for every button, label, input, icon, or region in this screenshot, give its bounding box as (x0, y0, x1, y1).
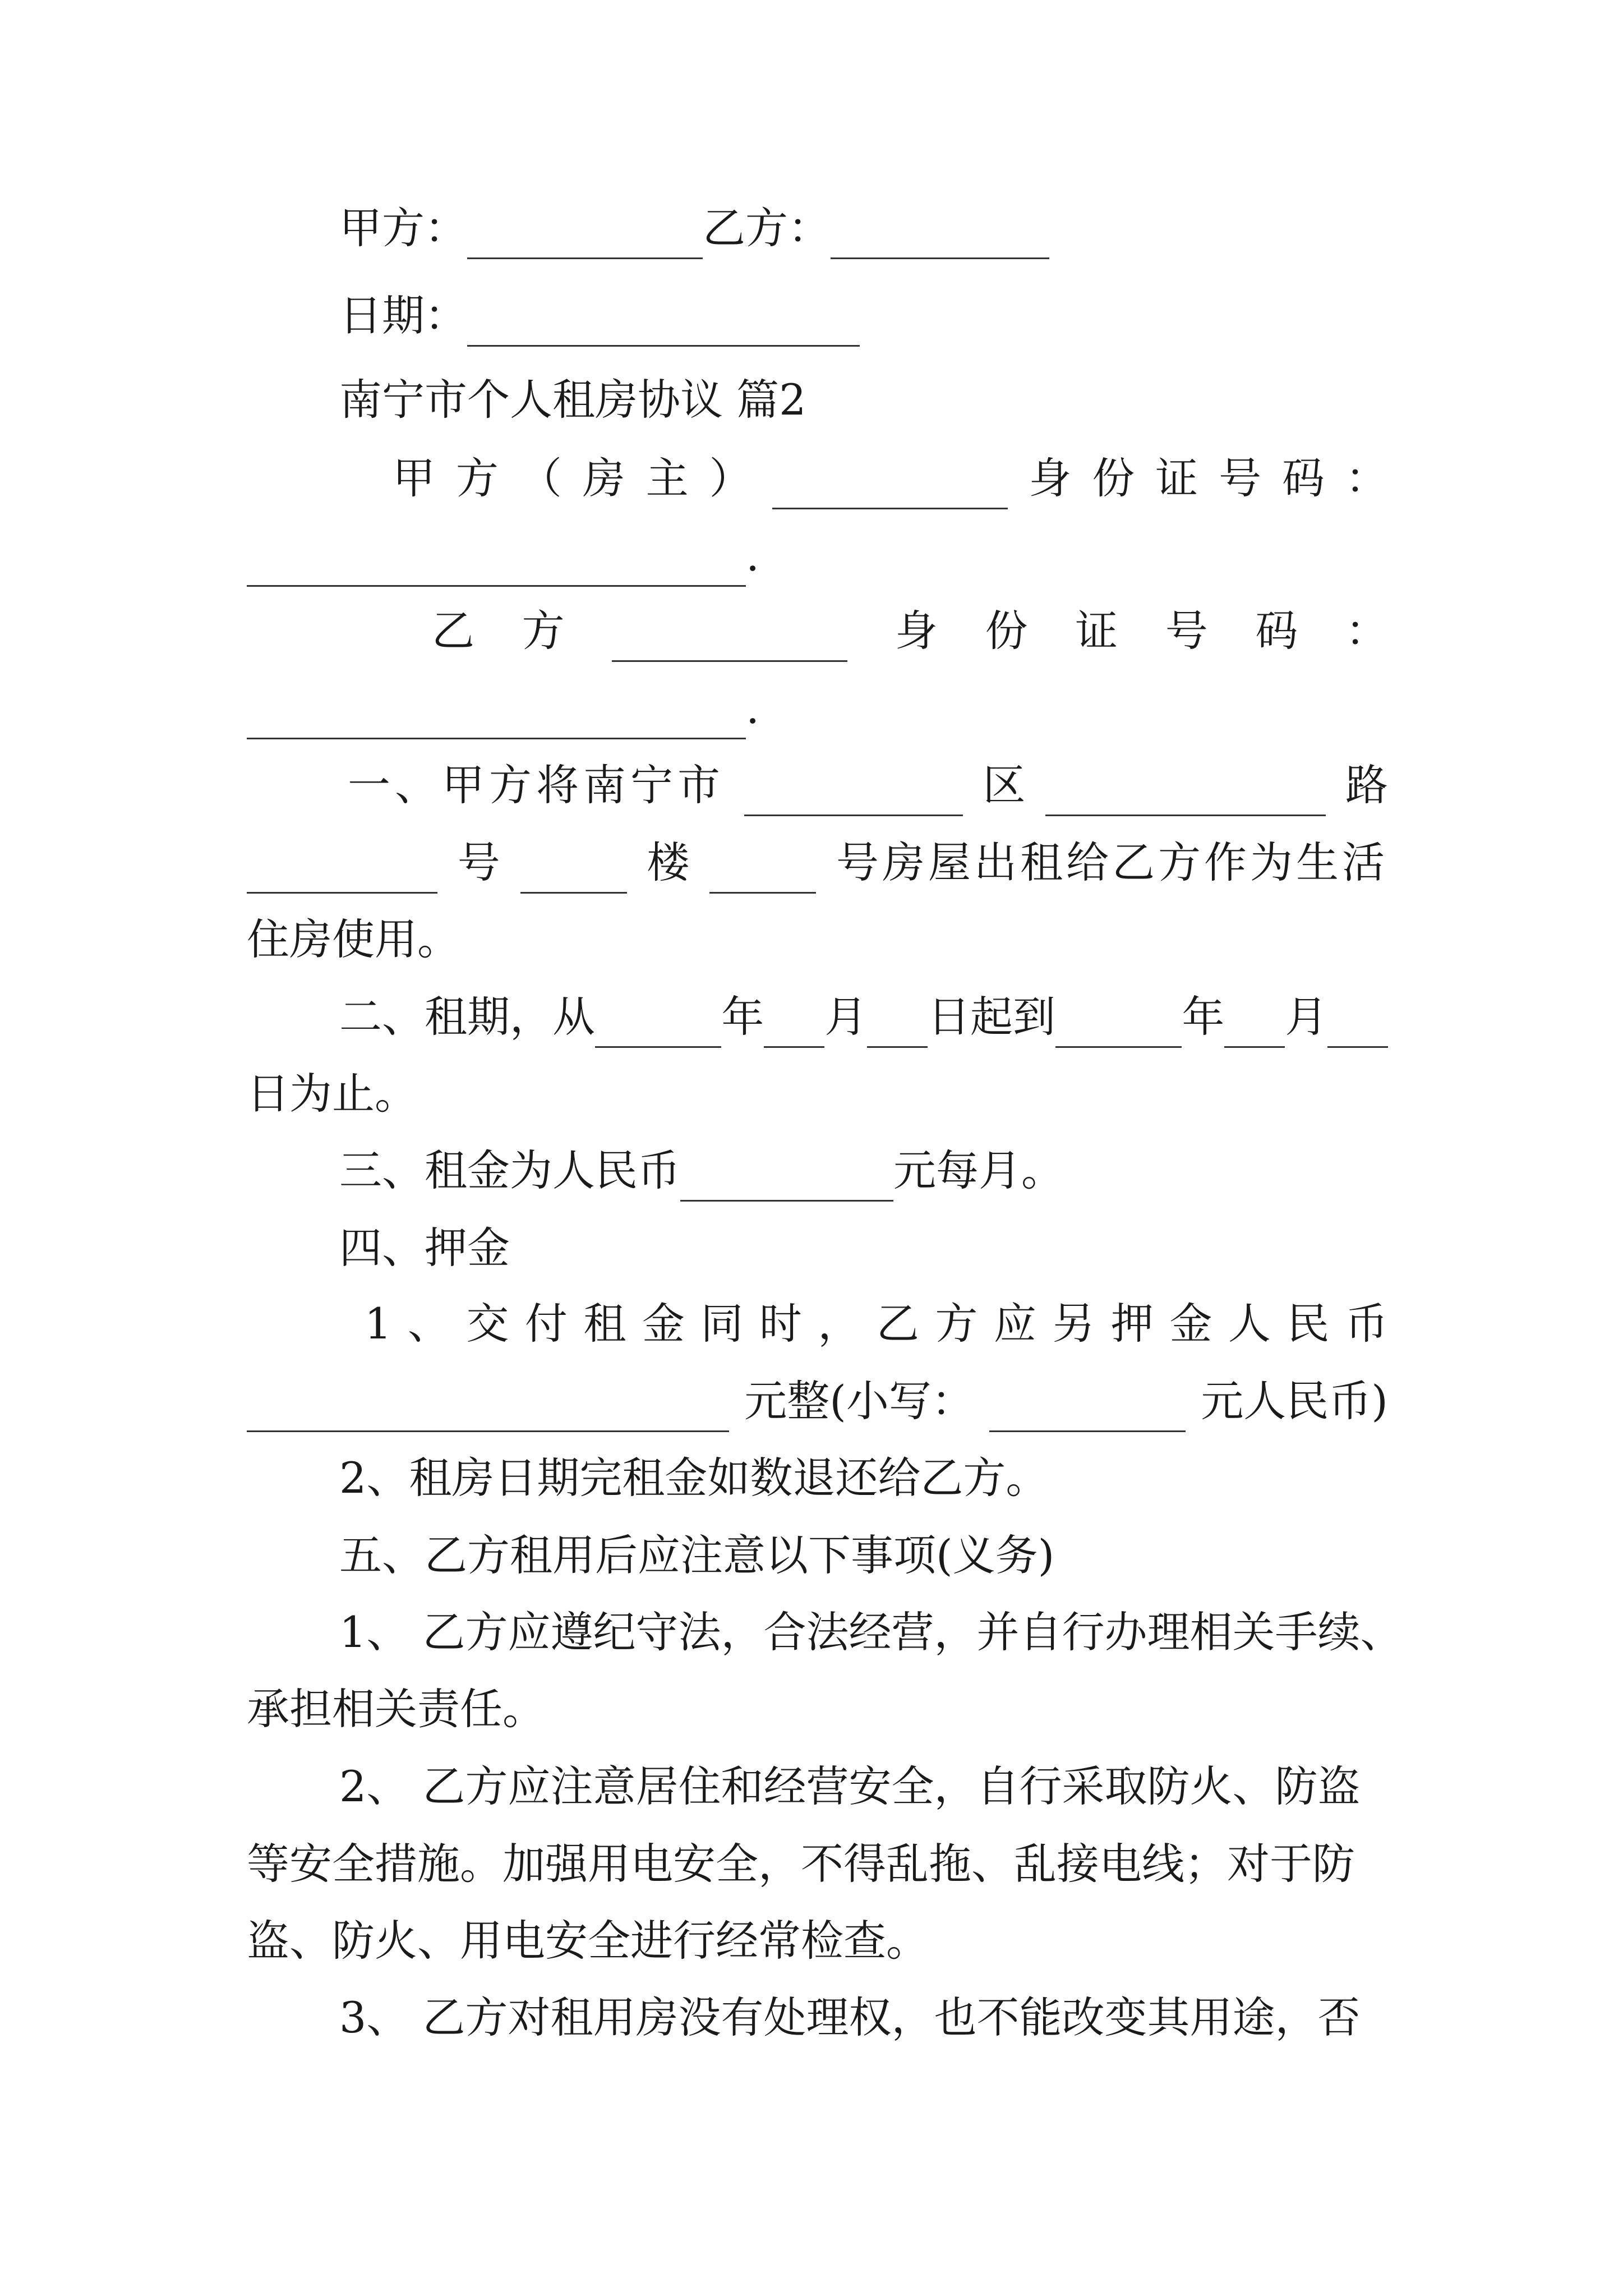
clause-5-item-1-line-1: 1、 乙方应遵纪守法，合法经营，并自行办理相关手续、 (339, 1607, 1403, 1657)
clause-5-item-2-line-2: 等安全措施。加强用电安全，不得乱拖、乱接电线；对于防 (247, 1839, 1355, 1889)
clause-char: 币 (1345, 1299, 1388, 1349)
start-day-blank (867, 1002, 928, 1048)
id-number-char: 号 (1165, 606, 1208, 656)
id-number-char: 身 (1029, 453, 1072, 503)
period-mark: . (746, 531, 760, 581)
party-a-id-blank (247, 541, 746, 587)
id-number-char: ： (1345, 606, 1388, 656)
clause-text: 一、甲方将南宁市 (348, 760, 725, 810)
deposit-amount-blank (247, 1387, 729, 1432)
party-a-char: 房 (582, 453, 625, 503)
clause-char: ， (818, 1299, 861, 1349)
id-number-char: 码 (1281, 453, 1325, 503)
party-a-name-blank (772, 464, 1008, 509)
id-number-char: 身 (895, 606, 938, 656)
clause-text: 路 (1345, 760, 1388, 810)
clause-1-line-1 (348, 754, 1388, 816)
id-number-char: 份 (1092, 453, 1135, 503)
party-b-signature-blank (831, 214, 1049, 259)
clause-char: 方 (935, 1299, 978, 1349)
clause-char: 交 (466, 1299, 509, 1349)
clause-text: 年 (721, 992, 764, 1042)
room-blank (709, 848, 816, 894)
clause-text: 区 (983, 760, 1026, 810)
period-mark: . (746, 683, 760, 733)
clause-text: 楼 (647, 838, 690, 887)
party-b-id-line (247, 678, 759, 739)
clause-char: 应 (993, 1299, 1036, 1349)
party-a-signature-blank (467, 214, 703, 259)
clause-char: 民 (1287, 1299, 1330, 1349)
party-b-name-blank (612, 616, 847, 662)
clause-text: 月 (1285, 992, 1328, 1042)
id-number-char: ： (1345, 453, 1388, 503)
party-a-id-line (247, 525, 759, 587)
clause-2-line-2: 日为止。 (247, 1069, 417, 1119)
party-b-char: 乙 (432, 606, 474, 656)
party-a-line (393, 448, 1388, 509)
clause-4-heading: 四、押金 (339, 1223, 510, 1273)
party-b-label: 乙方： (703, 203, 831, 253)
date-label: 日期： (339, 291, 467, 341)
end-month-blank (1224, 1002, 1285, 1048)
signature-parties-line (339, 197, 1049, 259)
deposit-lowercase-blank (989, 1387, 1186, 1432)
clause-char: 乙 (876, 1299, 919, 1349)
clause-2-line-1 (339, 986, 1388, 1048)
signature-date-line (339, 285, 860, 347)
clause-char: 金 (642, 1299, 685, 1349)
clause-char: 、 (407, 1299, 450, 1349)
clause-3-line (339, 1140, 1064, 1202)
clause-text: 日起到 (928, 992, 1055, 1042)
district-blank (744, 771, 963, 816)
clause-text: 三、租金为人民币 (339, 1145, 680, 1195)
clause-char: 另 (1052, 1299, 1095, 1349)
clause-text: 号房屋出租给乙方作为生活 (836, 838, 1388, 887)
clause-char: 1 (365, 1299, 392, 1349)
party-a-label: 甲方： (339, 203, 467, 253)
clause-4-item-2: 2、租房日期完租金如数退还给乙方。 (339, 1453, 1049, 1503)
rent-amount-blank (680, 1156, 893, 1202)
clause-text: 年 (1182, 992, 1225, 1042)
clause-5-item-1-line-2: 承担相关责任。 (247, 1684, 545, 1734)
building-blank (520, 848, 627, 894)
id-number-char: 证 (1075, 606, 1118, 656)
start-month-blank (764, 1002, 824, 1048)
start-year-blank (595, 1002, 721, 1048)
clause-text: 元每月。 (893, 1145, 1064, 1195)
id-number-char: 证 (1155, 453, 1198, 503)
clause-5-item-2-line-1: 2、 乙方应注意居住和经营安全，自行采取防火、防盗 (339, 1761, 1361, 1811)
clause-char: 金 (1169, 1299, 1212, 1349)
party-a-char: 方 (455, 453, 499, 503)
clause-5-item-3-line-1: 3、 乙方对租用房没有处理权，也不能改变其用途，否 (339, 1993, 1361, 2042)
clause-char: 同 (700, 1299, 744, 1349)
id-number-char: 份 (985, 606, 1028, 656)
clause-char: 时 (759, 1299, 802, 1349)
clause-text: 号 (457, 838, 500, 887)
clause-char: 押 (1110, 1299, 1154, 1349)
end-day-blank (1327, 1002, 1388, 1048)
clause-1-line-2 (247, 832, 1388, 894)
party-a-char: 甲 (393, 453, 435, 503)
clause-1-line-3: 住房使用。 (247, 914, 460, 964)
party-b-id-blank (247, 694, 746, 739)
clause-text: 月 (824, 992, 868, 1042)
party-b-char: 方 (522, 606, 565, 656)
clause-char: 付 (524, 1299, 568, 1349)
party-b-line (432, 600, 1388, 662)
clause-char: 人 (1228, 1299, 1271, 1349)
party-a-char: 主 (645, 453, 689, 503)
party-a-char: ） (709, 453, 752, 503)
date-blank (467, 301, 860, 347)
party-a-char: （ (519, 453, 562, 503)
road-blank (1045, 771, 1326, 816)
clause-4-item-1-line-2 (247, 1370, 1388, 1432)
id-number-char: 码 (1255, 606, 1298, 656)
end-year-blank (1055, 1002, 1182, 1048)
id-number-char: 号 (1219, 453, 1262, 503)
clause-5-heading: 五、乙方租用后应注意以下事项(义务) (339, 1530, 1055, 1580)
clause-5-item-2-line-3: 盗、防火、用电安全进行经常检查。 (247, 1916, 929, 1966)
number-blank (247, 848, 437, 894)
clause-text: 元整(小写： (744, 1376, 974, 1426)
clause-text: 二、租期，从 (339, 992, 595, 1042)
clause-text: 元人民币) (1201, 1376, 1388, 1426)
clause-4-item-1-line-1 (365, 1293, 1388, 1355)
clause-char: 租 (583, 1299, 626, 1349)
section-title: 南宁市个人租房协议 篇2 (339, 375, 806, 425)
